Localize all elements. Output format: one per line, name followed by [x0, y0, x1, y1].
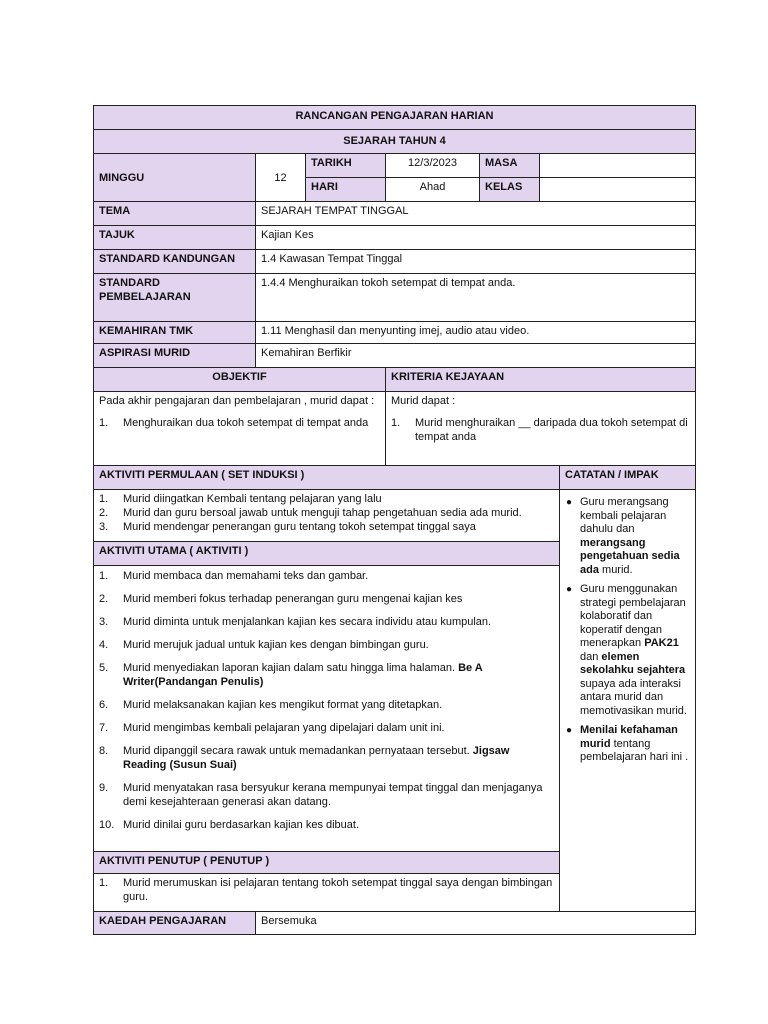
- masa-value: [540, 154, 696, 178]
- list-item: [99, 721, 554, 735]
- tema-value: SEJARAH TEMPAT TINGGAL: [256, 202, 696, 226]
- item-number: 4.: [99, 639, 109, 651]
- list-item: [99, 520, 554, 534]
- item-text: Menghuraikan dua tokoh setempat di tempat anda: [123, 417, 369, 429]
- permulaan-content: [94, 490, 560, 542]
- standard-pembelajaran-value: 1.4.4 Menghuraikan tokoh setempat di tempat anda.: [256, 274, 696, 322]
- kaedah-value: Bersemuka: [256, 912, 696, 935]
- item-bold: Be A Writer(Pandangan Penulis): [123, 662, 483, 688]
- item-number: 2.: [99, 593, 109, 605]
- item-text: Murid mengimbas kembali pelajaran yang dipelajari dalam unit ini.: [123, 722, 445, 734]
- list-item: [99, 492, 554, 506]
- note-bold: elemen sekolahku sejahtera: [580, 650, 686, 676]
- list-item: [99, 416, 380, 430]
- standard-pembelajaran-label-line1: STANDARD: [99, 277, 160, 289]
- objektif-intro: Pada akhir pengajaran dan pembelajaran , murid dapat :: [99, 395, 375, 407]
- penutup-heading: AKTIVITI PENUTUP ( PENUTUP ): [94, 852, 560, 874]
- bullet-icon: ●: [566, 725, 573, 736]
- list-item: [99, 506, 554, 520]
- list-item: [99, 876, 554, 904]
- kemahiran-tmk-value: 1.11 Menghasil dan menyunting imej, audio atau video.: [256, 322, 696, 344]
- aspirasi-murid-label: ASPIRASI MURID: [94, 344, 256, 368]
- penutup-list: [99, 876, 554, 904]
- catatan-content: [560, 490, 696, 912]
- item-text: Murid diingatkan Kembali tentang pelajaran yang lalu: [123, 493, 382, 505]
- item-text: Murid diminta untuk menjalankan kajian kes secara individu atau kumpulan.: [123, 616, 492, 628]
- note-bold: merangsang pengetahuan sedia ada: [580, 536, 680, 576]
- note-text: strategi pembelajaran kolaboratif dan koperatif dengan menerapkan: [580, 596, 686, 649]
- item-text: Murid dan guru bersoal jawab untuk menguji tahap pengetahuan sedia ada murid.: [123, 507, 522, 519]
- note-text: Guru menggunakan: [580, 583, 678, 595]
- permulaan-list: [99, 492, 554, 534]
- item-number: 1.: [99, 877, 109, 889]
- kelas-value: [540, 178, 696, 202]
- standard-pembelajaran-label-line2: PEMBELAJARAN: [99, 291, 191, 303]
- item-text: Murid merujuk jadual untuk kajian kes dengan bimbingan guru.: [123, 639, 429, 651]
- item-text: Murid menyediakan laporan kajian dalam satu hingga lima halaman.: [123, 662, 456, 674]
- aspirasi-murid-value: Kemahiran Berfikir: [256, 344, 696, 368]
- list-item: [391, 416, 690, 444]
- list-item: [99, 698, 554, 712]
- tema-label: TEMA: [94, 202, 256, 226]
- objektif-list: [99, 416, 380, 430]
- list-item: [99, 818, 554, 832]
- list-item: [99, 638, 554, 652]
- item-text: Murid dinilai guru berdasarkan kajian kes dibuat.: [123, 819, 360, 831]
- item-text: Murid membaca dan memahami teks dan gambar.: [123, 570, 369, 582]
- kriteria-intro: Murid dapat :: [391, 395, 456, 407]
- list-item: [99, 661, 554, 689]
- minggu-label: MINGGU: [94, 154, 256, 202]
- note-text: tentang pembelajaran hari ini .: [580, 737, 689, 763]
- catatan-list: [566, 496, 691, 765]
- hari-label: HARI: [306, 178, 386, 202]
- hari-value: Ahad: [386, 178, 480, 202]
- standard-kandungan-label: STANDARD KANDUNGAN: [94, 250, 256, 274]
- item-text: Murid menyatakan rasa bersyukur kerana mempunyai tempat tinggal dan menjaganya demi kesejahteraan generasi akan datang.: [123, 782, 543, 808]
- kaedah-label: KAEDAH PENGAJARAN: [94, 912, 256, 935]
- item-number: 1.: [391, 417, 401, 429]
- list-item: [566, 583, 691, 718]
- item-text: Murid merumuskan isi pelajaran tentang tokoh setempat tinggal saya dengan bimbingan guru.: [123, 877, 553, 903]
- note-text: kembali pelajaran dahulu dan: [580, 509, 667, 535]
- penutup-content: [94, 874, 560, 912]
- standard-pembelajaran-label: [94, 274, 256, 322]
- item-text: Murid menghuraikan __ daripada dua tokoh setempat di tempat anda: [415, 417, 688, 443]
- note-bold: Menilai kefahaman murid: [580, 724, 678, 750]
- bullet-icon: ●: [566, 584, 573, 595]
- standard-kandungan-value: 1.4 Kawasan Tempat Tinggal: [256, 250, 696, 274]
- tajuk-label: TAJUK: [94, 226, 256, 250]
- list-item: [99, 592, 554, 606]
- note-text: supaya ada interaksi antara murid dan memotivasikan murid.: [580, 677, 687, 717]
- list-item: [99, 569, 554, 583]
- item-number: 1.: [99, 570, 109, 582]
- objektif-heading: OBJEKTIF: [94, 368, 386, 392]
- item-number: 10.: [99, 819, 115, 831]
- item-text: Murid dipanggil secara rawak untuk memadankan pernyataan tersebut.: [123, 745, 470, 757]
- permulaan-heading: AKTIVITI PERMULAAN ( SET INDUKSI ): [94, 466, 560, 490]
- item-bold: Jigsaw Reading (Susun Suai): [123, 745, 510, 771]
- item-number: 9.: [99, 782, 109, 794]
- item-text: Murid mendengar penerangan guru tentang tokoh setempat tinggal saya: [123, 521, 476, 533]
- item-text: Murid memberi fokus terhadap penerangan guru mengenai kajian kes: [123, 593, 463, 605]
- list-item: [566, 724, 691, 765]
- subject-title: SEJARAH TAHUN 4: [94, 130, 696, 154]
- item-number: 2.: [99, 507, 109, 519]
- item-number: 5.: [99, 662, 109, 674]
- note-text: Guru merangsang: [580, 496, 669, 508]
- item-number: 7.: [99, 722, 109, 734]
- kemahiran-tmk-label: KEMAHIRAN TMK: [94, 322, 256, 344]
- list-item: [99, 781, 554, 809]
- item-number: 6.: [99, 699, 109, 711]
- item-number: 1.: [99, 493, 109, 505]
- tarikh-label: TARIKH: [306, 154, 386, 178]
- tajuk-value: Kajian Kes: [256, 226, 696, 250]
- item-number: 3.: [99, 616, 109, 628]
- masa-label: MASA: [480, 154, 540, 178]
- bullet-icon: ●: [566, 497, 573, 508]
- kriteria-content: [386, 392, 696, 466]
- kriteria-list: [391, 416, 690, 444]
- utama-heading: AKTIVITI UTAMA ( AKTIVITI ): [94, 542, 560, 566]
- list-item: [99, 744, 554, 772]
- minggu-value: 12: [256, 154, 306, 202]
- item-number: 8.: [99, 745, 109, 757]
- list-item: [99, 615, 554, 629]
- item-number: 1.: [99, 417, 109, 429]
- note-text: murid.: [602, 563, 633, 576]
- item-text: Murid melaksanakan kajian kes mengikut format yang ditetapkan.: [123, 699, 443, 711]
- utama-list: [99, 569, 554, 832]
- list-item: [566, 496, 691, 577]
- kriteria-heading: KRITERIA KEJAYAAN: [386, 368, 696, 392]
- item-number: 3.: [99, 521, 109, 533]
- kelas-label: KELAS: [480, 178, 540, 202]
- document-title: RANCANGAN PENGAJARAN HARIAN: [94, 106, 696, 130]
- utama-content: [94, 566, 560, 852]
- tarikh-value: 12/3/2023: [386, 154, 480, 178]
- objektif-content: [94, 392, 386, 466]
- note-text: dan: [580, 650, 599, 663]
- note-bold: PAK21: [644, 637, 679, 649]
- lesson-plan-document: [93, 105, 696, 935]
- catatan-heading: CATATAN / IMPAK: [560, 466, 696, 490]
